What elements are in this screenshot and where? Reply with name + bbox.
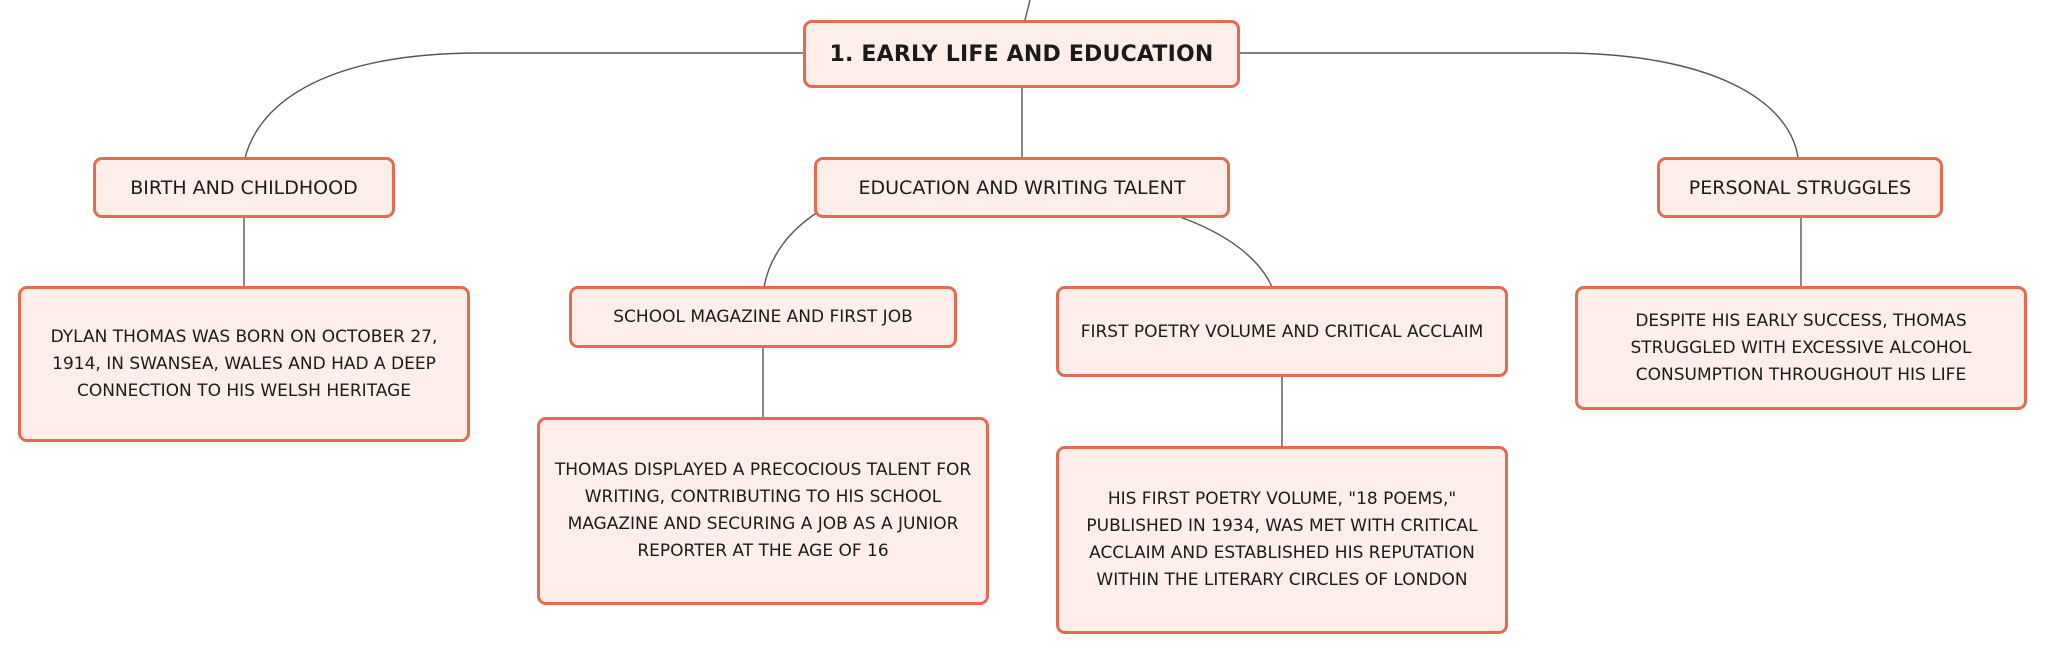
- birth-childhood-detail-node[interactable]: [18, 286, 470, 442]
- root-node-label: 1. EARLY LIFE AND EDUCATION: [829, 41, 1214, 67]
- personal-struggles-label: PERSONAL STRUGGLES: [1688, 176, 1912, 199]
- education-writing-label: EDUCATION AND WRITING TALENT: [858, 176, 1186, 199]
- poetry-volume-detail-text: HIS FIRST POETRY VOLUME, "18 POEMS," PUBLISHED IN 1934, WAS MET WITH CRITICAL ACCLAIM AND ESTABLISHED HIS REPUTATION WITHIN THE LITERARY CIRCLES OF LONDON: [1086, 489, 1478, 590]
- education-writing-node[interactable]: [814, 157, 1230, 218]
- edge-education-school: [764, 212, 818, 287]
- personal-struggles-node[interactable]: [1657, 157, 1943, 218]
- school-magazine-detail-node[interactable]: [537, 417, 989, 605]
- edge-root-birth: [245, 53, 803, 158]
- poetry-volume-label: FIRST POETRY VOLUME AND CRITICAL ACCLAIM: [1080, 321, 1484, 342]
- birth-childhood-node[interactable]: [93, 157, 395, 218]
- school-magazine-detail-text: THOMAS DISPLAYED A PRECOCIOUS TALENT FOR WRITING, CONTRIBUTING TO HIS SCHOOL MAGAZINE AND SECURING A JOB AS A JUNIOR REPORTER AT THE AGE OF 16: [554, 460, 972, 561]
- birth-childhood-label: BIRTH AND CHILDHOOD: [130, 176, 358, 199]
- poetry-volume-detail-node[interactable]: [1056, 446, 1508, 634]
- birth-childhood-detail-text: DYLAN THOMAS WAS BORN ON OCTOBER 27, 1914, IN SWANSEA, WALES AND HAD A DEEP CONNECTION TO HIS WELSH HERITAGE: [50, 326, 438, 401]
- school-magazine-label: SCHOOL MAGAZINE AND FIRST JOB: [613, 307, 913, 327]
- edge-education-poetry: [1180, 217, 1272, 287]
- personal-struggles-detail-node[interactable]: [1575, 286, 2027, 410]
- personal-struggles-detail-text: DESPITE HIS EARLY SUCCESS, THOMAS STRUGGLED WITH EXCESSIVE ALCOHOL CONSUMPTION THROUGHOUT HIS LIFE: [1630, 310, 1972, 385]
- root-node[interactable]: [803, 20, 1240, 88]
- school-magazine-node[interactable]: [569, 286, 957, 348]
- edge-parent-root: [1025, 0, 1030, 20]
- edge-root-struggles: [1240, 53, 1798, 158]
- poetry-volume-node[interactable]: [1056, 286, 1508, 377]
